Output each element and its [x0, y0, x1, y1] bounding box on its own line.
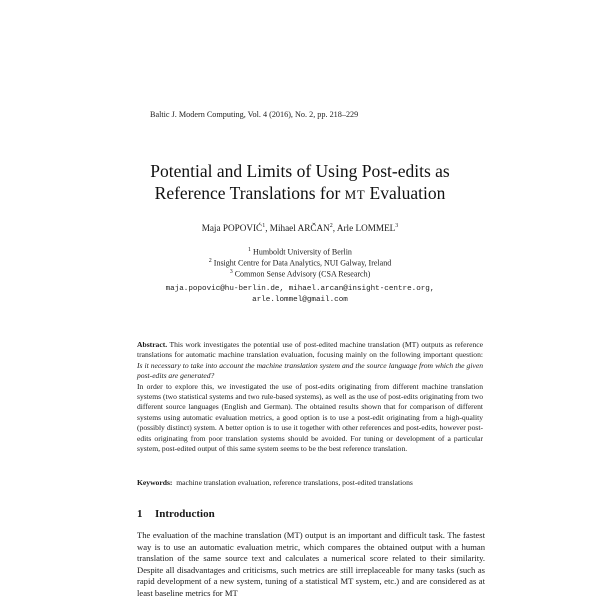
email-line-1: maja.popovic@hu-berlin.de, mihael.arcan@insight-centre.org, — [165, 285, 435, 293]
keywords-label: Keywords: — [137, 478, 173, 487]
abstract-paragraph-2: In order to explore this, we investigated the use of post-edits originating from different machine translation systems (two statistical systems and two rule-based systems), as well as the use of post-edits originating from two different source languages (English and German). The obtained results shown that for comparison of different systems using automatic evaluation metrics, a good option is to use a post-edit originating from a high-quality (possibly distinct) system. A better option is to use it together with other references and post-edits, however post-edits originating from poor translation systems should be avoided. For tuning or development of a particular system, post-edited output of this same system seems to be the best reference translation. — [137, 381, 483, 454]
author-sup: 2 — [329, 223, 333, 229]
affiliation-text: Humboldt University of Berlin — [253, 247, 352, 257]
section-heading — [137, 508, 215, 520]
author-name: Mihael ARČAN — [269, 223, 330, 234]
title-line-1: Potential and Limits of Using Post-edits as — [150, 161, 450, 181]
keywords-text: machine translation evaluation, reference translations, post-edited translations — [176, 478, 413, 487]
author-name: Arle LOMMEL — [336, 223, 396, 234]
paper-title — [0, 160, 600, 206]
author-sup: 3 — [395, 223, 399, 229]
abstract-question: Is it necessary to take into account the machine translation system and the source language from which the given post-edits are generated? — [137, 360, 483, 381]
title-mt-smallcaps: MT — [344, 187, 366, 202]
title-line-2-post: Evaluation — [365, 183, 446, 203]
introduction-text: The evaluation of the machine translation (MT) output is an important and difficult task. The fastest way is to use an automatic evaluation metric, which compares the obtained output with a human translation of the same source text and calculates a numerical score related to their similarity. Despite all disadvantages and criticisms, such metrics are still irreplaceable for many tasks (such as rapid development of a new system, tuning of a statistical MT system, etc.) and are considered as at least baseline metrics for MT — [137, 530, 485, 598]
affiliations — [0, 246, 600, 279]
title-line-2 — [0, 182, 600, 206]
author-sup: 1 — [262, 223, 266, 229]
affiliation-3 — [0, 268, 600, 279]
affiliation-2 — [0, 257, 600, 268]
author-list: Maja POPOVIĆ$^1$, Mihael ARČAN$^2$, Arle LOMMEL$^3$ — [201, 223, 399, 234]
affiliation-text: Common Sense Advisory (CSA Research) — [234, 269, 371, 279]
email-line-2: arle.lommel@gmail.com — [252, 295, 348, 304]
section-title: Introduction — [155, 508, 215, 520]
title-line-2-pre: Reference Translations for — [154, 183, 345, 203]
affiliation-text: Insight Centre for Data Analytics, NUI Galway, Ireland — [213, 258, 392, 268]
abstract-label: Abstract. — [137, 340, 168, 349]
abstract — [137, 340, 483, 454]
affiliation-sup: 3 — [229, 269, 233, 276]
abstract-text: This work investigates the potential use of post-edited machine translation (MT) outputs as reference translations for automatic machine translation evaluation, focusing mainly on the following important question: — [137, 340, 483, 360]
author-emails — [0, 284, 600, 305]
affiliation-sup: 1 — [248, 247, 252, 253]
section-number: 1 — [137, 508, 143, 520]
affiliation-1 — [0, 246, 600, 257]
journal-citation: Baltic J. Modern Computing, Vol. 4 (2016), No. 2, pp. 218–229 — [150, 110, 359, 119]
abstract-paragraph-1 — [137, 340, 483, 382]
author-name: Maja POPOVIĆ — [201, 223, 263, 234]
affiliation-sup: 2 — [208, 258, 212, 265]
keywords — [137, 478, 483, 488]
